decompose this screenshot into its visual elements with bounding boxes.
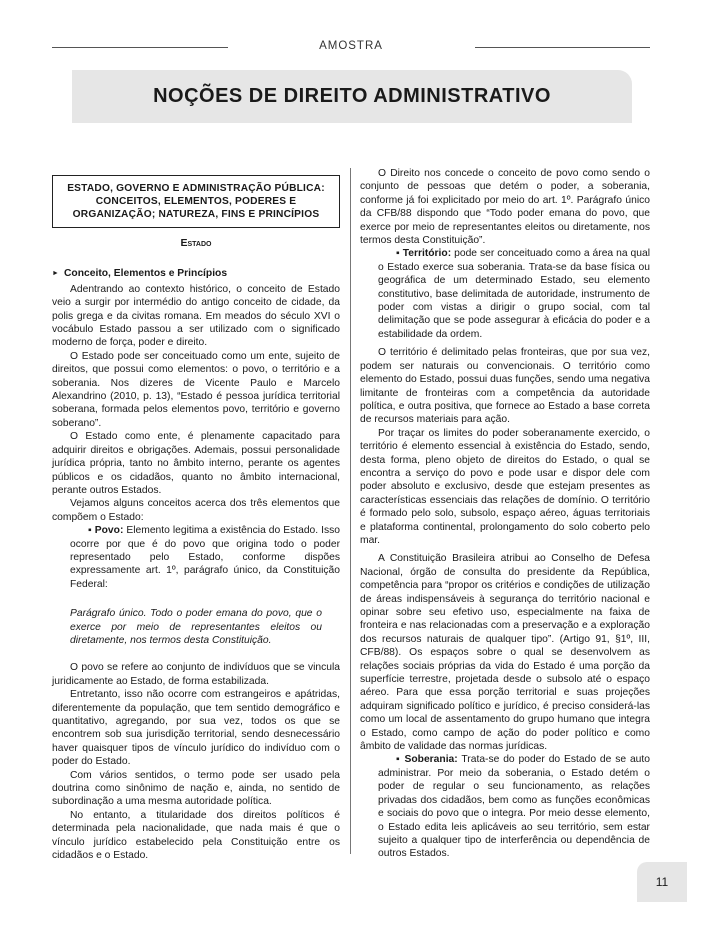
bullet-soberania-text: Trata-se do poder do Estado de se auto administrar. Por meio da soberania, o Estado detém o poder de regular o seu funcionamento, as relações privadas dos cidadãos, bem como as funções econômicas e sociais do povo que o integra. Por meio desse elemento, o Estado edita leis aplicáveis ao seu território, sem estar sujeito a qualquer tipo de interferência ou dependência de outros Estados. xyxy=(378,754,650,860)
paragraph: Com vários sentidos, o termo pode ser usado pela doutrina como sinônimo de nação e, ainda, no sentido de subordinação a uma mesma autoridade política. xyxy=(52,769,340,808)
paragraph: No entanto, a titularidade dos direitos políticos é determinada pela nacionalidade, que nada mais é que o vínculo jurídico estabelecido pela Constituição entre os cidadãos e o Estado. xyxy=(52,809,340,862)
triangle-bullet-icon: ► xyxy=(52,270,59,278)
left-column xyxy=(52,168,340,862)
page-number: 11 xyxy=(655,875,669,889)
column-divider xyxy=(350,168,351,854)
paragraph: Entretanto, isso não ocorre com estrangeiros e apátridas, diferentemente da população, que tem sentido demográfico e quantitativo, agregando, por sua vez, todos os que se encontrem sob sua jurisdição territorial, sendo desnecessário haver quaisquer tipos de vínculo jurídico do indivíduo com o poder do Estado. xyxy=(52,689,340,768)
bullet-territorio: ▪ Território: pode ser conceituado como a área na qual o Estado exerce sua soberania. Trata-se da base física ou geográfica de um determinado Estado, seu elemento constitutivo, base delimitada de autoridade, instrumento de poder com vistas a dirigir o grupo social, com tal delimitação que se pode assegurar à eficácia do poder e a estabilidade da ordem. xyxy=(378,248,650,340)
subsubheading-text: Conceito, Elementos e Princípios xyxy=(64,268,228,280)
header-rule-right xyxy=(475,47,650,48)
paragraph: O território é delimitado pelas fronteiras, que por sua vez, podem ser naturais ou convencionais. O território como elemento do Estado, possui duas funções, sendo uma negativa limitante de fronteiras com a competência da autoridade política, e outra positiva, que fornece ao Estado a base correta de recursos materiais para ação. xyxy=(360,347,650,426)
page-number-tab xyxy=(637,862,687,902)
paragraph: Adentrando ao contexto histórico, o conceito de Estado veio a surgir por intermédio do antigo conceito de cidade, da polis grega e da civitas romana. Em meados do século XVI o vocábulo Estado passou a ser utilizado com o significado moderno de força, poder e direito. xyxy=(52,283,340,349)
paragraph: Por traçar os limites do poder soberanamente exercido, o território é elemento essencial à existência do Estado, sendo, desta forma, pleno objeto de direitos do Estado, o qual se encontra a serviço do povo e pode usar e dispor dele com poder absoluto e exclusivo, desde que estejam presentes as características essenciais das relações de domínio. O território é formado pelo solo, subsolo, espaço aéreo, águas territoriais e plataforma continental, prolongamento do solo coberto pelo mar. xyxy=(360,427,650,546)
chapter-title: NOÇÕES DE DIREITO ADMINISTRATIVO xyxy=(153,85,551,107)
header-label: AMOSTRA xyxy=(319,40,383,52)
legal-quote: Parágrafo único. Todo o poder emana do povo, que o exerce por meio de representantes eleitos ou diretamente, nos termos desta Constituição. xyxy=(70,608,322,646)
paragraph: O Estado pode ser conceituado como um ente, sujeito de direitos, que possui como elementos: o povo, o território e a soberania. Nos dizeres de Vicente Paulo e Marcelo Alexandrino (2010, p. 13), “Estado é pessoa jurídica territorial soberana, formada pelos elementos povo, território e governo soberano”. xyxy=(52,350,340,429)
subheading-estado: Estado xyxy=(180,237,212,249)
bullet-soberania-label: Soberania: xyxy=(404,754,458,766)
paragraph: O povo se refere ao conjunto de indivíduos que se vincula juridicamente ao Estado, de forma estabilizada. xyxy=(52,662,340,687)
chapter-title-banner xyxy=(72,70,632,123)
paragraph: O Direito nos concede o conceito de povo como sendo o conjunto de pessoas que detém o poder, a soberania, conforme já foi explicitado por meio do art. 1º. Parágrafo único da CFB/88 dispondo que “Todo poder emana do povo, que exerce por meio de representantes eleitos ou diretamente, nos termos desta Constituição”. xyxy=(360,168,650,247)
section-heading-box: ESTADO, GOVERNO E ADMINISTRAÇÃO PÚBLICA: CONCEITOS, ELEMENTOS, PODERES E ORGANIZAÇÃO; NATUREZA, FINS E PRINCÍPIOS xyxy=(52,175,340,228)
bullet-povo-text: Elemento legitima a existência do Estado. Isso ocorre por que é do povo que origina todo o poder representado pelo Estado, conforme dispões expressamente art. 1º, parágrafo único, da Constituição Federal: xyxy=(70,525,340,590)
right-column xyxy=(360,167,650,861)
paragraph: A Constituição Brasileira atribui ao Conselho de Defesa Nacional, órgão de consulta do presidente da República, competência para “propor os critérios e condições de utilização de áreas indispensáveis à segurança do território nacional e opinar sobre seu efetivo uso, especialmente na faixa de fronteira e nas relacionadas com a preservação e a exploração dos recursos naturais de qualquer tipo”. (Artigo 91, §1º, III, CFB/88). Os espaços sobre o qual se desenvolvem as relações sociais próprias da vida do Estado é uma porção da superfície terrestre, projetada desde o subsolo até o espaço aéreo. Para que essa porção territorial e suas projeções adquiram significado político e jurídico, é preciso considerá-las como um local de assentamento do grupo humano que integra o Estado, como campo de ação do poder político e como âmbito de validade das normas jurídicas. xyxy=(360,553,650,753)
bullet-soberania: ▪ Soberania: Trata-se do poder do Estado de se auto administrar. Por meio da soberania, o Estado detém o poder de regular o seu funcionamento, as relações privadas dos cidadãos, bem como as funções econômicas e sociais do povo que o integra. Por meio desse elemento, o Estado edita leis aplicáveis ao seu território, sem estar sujeito a qualquer tipo de interferência ou dependência de outros Estados. xyxy=(378,754,650,860)
paragraph: Vejamos alguns conceitos acerca dos três elementos que compõem o Estado: xyxy=(52,498,340,523)
bullet-territorio-text: pode ser conceituado como a área na qual o Estado exerce sua soberania. Trata-se da base física ou geográfica de um determinado Estado, seu elemento constitutivo, base delimitada de autoridade, instrumento de poder com vistas a dirigir o grupo social, com tal delimitação que se pode assegurar à eficácia do poder e a estabilidade da ordem. xyxy=(378,248,650,340)
subsubheading xyxy=(52,267,340,280)
bullet-povo-label: Povo: xyxy=(94,525,124,537)
paragraph: O Estado como ente, é plenamente capacitado para adquirir direitos e obrigações. Ademais, possui personalidade jurídica própria, tanto no âmbito interno, perante os agentes públicos e os cidadãos, quanto no âmbito internacional, perante outros Estados. xyxy=(52,431,340,496)
bullet-territorio-label: Território: xyxy=(402,248,452,260)
bullet-povo: ▪ Povo: Elemento legitima a existência do Estado. Isso ocorre por que é do povo que origina todo o poder representado pelo Estado, conforme dispões expressamente art. 1º, parágrafo único, da Constituição Federal: xyxy=(70,525,340,590)
